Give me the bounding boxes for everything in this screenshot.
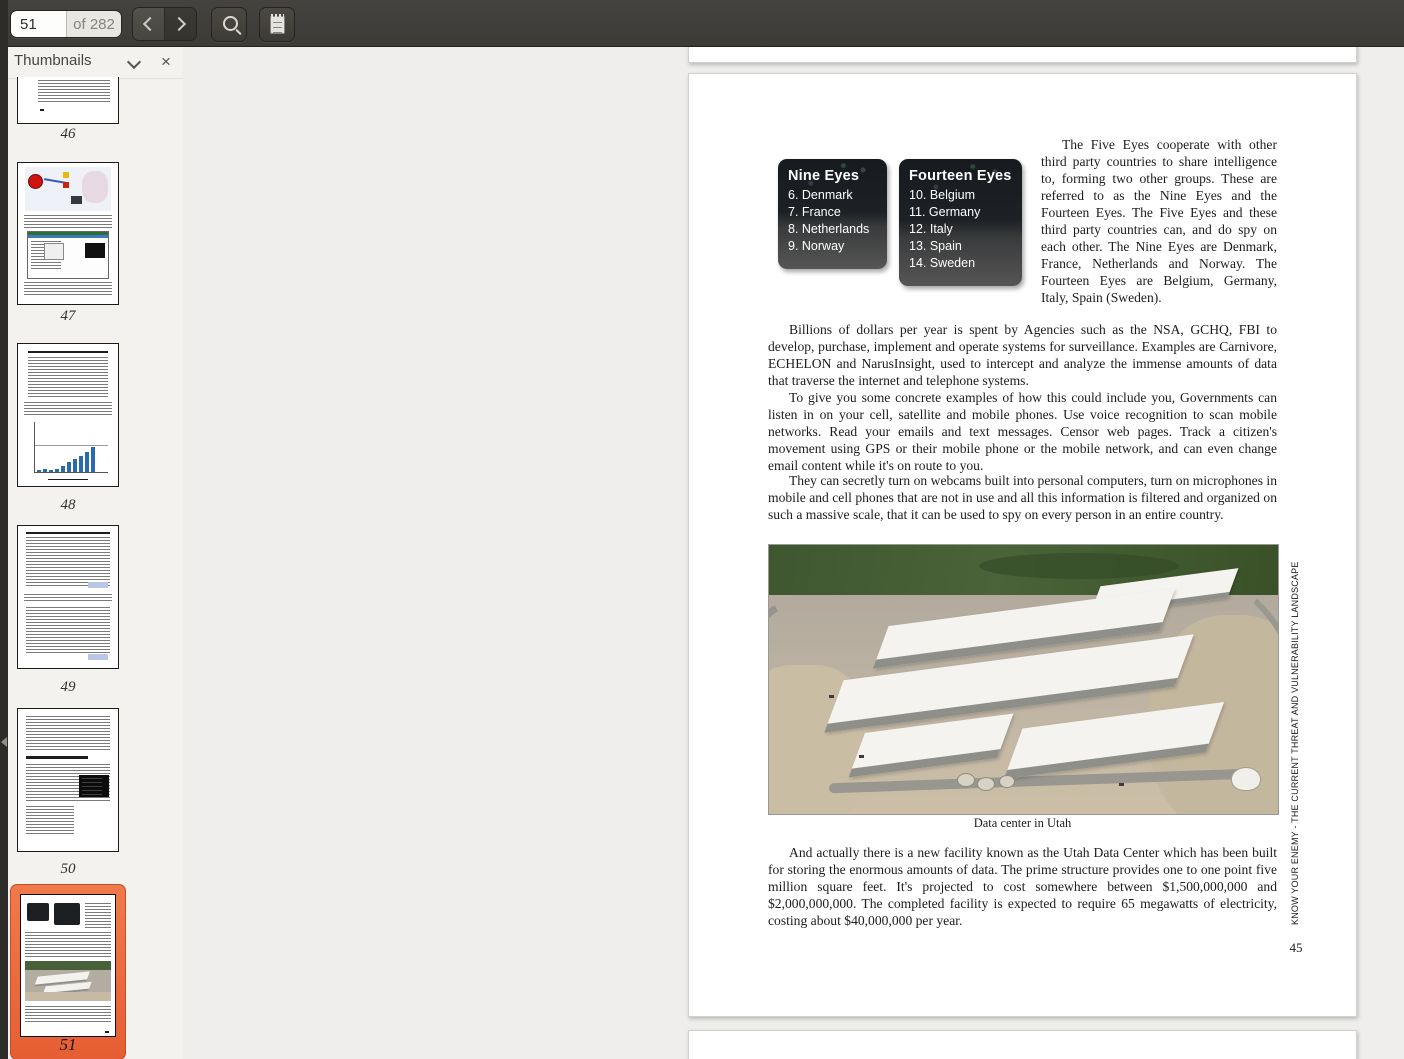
page-46-top xyxy=(688,1030,1357,1059)
chevron-left-icon xyxy=(143,17,157,31)
search-button[interactable] xyxy=(211,7,247,42)
paragraph-examples: To give you some concrete examples of how this could include you, Governments can listen in on your cell, satellite and mobile phones. Use voice recognition to scan mobile networks. Read your emails and text messages. Censor web pages. Track a citizen's movement using GPS or their mobile phone or the mobile network, and can even change email content while it's on route to you. xyxy=(768,390,1277,473)
photo-caption: Data center in Utah xyxy=(973,816,1072,830)
thumbnail-page-48[interactable] xyxy=(17,343,119,487)
page-total-label: of 282 xyxy=(66,11,121,37)
sidebar-collapse-arrow[interactable] xyxy=(1,737,7,747)
paragraph-webcams: They can secretly turn on webcams built into personal computers, turn on microphones in mobile and cell phones that are not in use and all this information is filtered and organized on such a massive scale, that it can be used to spy on every person in an entire country. xyxy=(768,473,1277,522)
page-number-input[interactable] xyxy=(11,11,66,37)
thumbnail-page-51-selected[interactable] xyxy=(10,884,126,1059)
paragraph-five-eyes: The Five Eyes cooperate with other third party countries to share intelligence to, forming two other groups. These are referred to as the Nine Eyes and the Fourteen Eyes. The Five Eyes and these third party countries can, and do spy on each other. The Nine Eyes are Denmark, France, Netherlands and Norway. The Fourteen Eyes are Belgium, Germany, Italy, Spain (Sweden). xyxy=(1041,137,1277,305)
annotations-button[interactable] xyxy=(259,7,295,42)
chapter-side-text: KNOW YOUR ENEMY - THE CURRENT THREAT AND VULNERABILITY LANDSCAPE xyxy=(1290,561,1300,925)
thumbnail-page-49[interactable] xyxy=(17,525,119,669)
thumbnail-page-47[interactable] xyxy=(17,162,119,305)
search-icon xyxy=(223,16,238,31)
toolbar xyxy=(0,0,1404,47)
previous-page-button[interactable] xyxy=(133,8,165,40)
close-icon[interactable]: × xyxy=(161,52,171,71)
page-number-widget xyxy=(10,10,122,38)
utah-data-center-photo xyxy=(768,544,1279,815)
thumbnail-label: 46 xyxy=(60,126,76,142)
page-nav-group xyxy=(132,7,197,41)
fourteen-eyes-infobox: Fourteen Eyes 10. Belgium 11. Germany 12. Italy 13. Spain 14. Sweden xyxy=(899,159,1022,286)
side-pane-edge xyxy=(0,0,8,1059)
thumbnail-page-50[interactable] xyxy=(17,708,119,852)
thumbnail-label: 50 xyxy=(60,861,76,877)
thumbnail-label: 49 xyxy=(60,679,76,695)
annotations-icon xyxy=(270,16,285,34)
document-view[interactable] xyxy=(183,46,1404,1059)
thumbnail-label-selected: 51 xyxy=(59,1035,77,1054)
page-45 xyxy=(688,73,1357,1017)
thumbnail-label: 47 xyxy=(60,308,76,324)
page-number-label: 45 xyxy=(1289,940,1303,955)
thumbnail-preview xyxy=(20,894,116,1037)
sidebar-header xyxy=(8,46,183,79)
chevron-right-icon xyxy=(172,17,186,31)
paragraph-billions: Billions of dollars per year is spent by Agencies such as the NSA, GCHQ, FBI to develop, purchase, implement and operate systems for surveillance. Examples are Carnivore, ECHELON and NarusInsight, used to intercept and analyze the immense amounts of data that traverse the internet and telephone systems. xyxy=(768,322,1277,388)
thumbnails-sidebar xyxy=(8,46,183,1059)
paragraph-utah-facility: And actually there is a new facility known as the Utah Data Center which has been built for storing the enormous amounts of data. The prime structure provides one to one point five million square feet. It's projected to cost somewhere between $1,500,000,000 and $2,000,000,000. The completed facility is expected to require 65 megawatts of electricity, costing about $40,000,000 per year. xyxy=(768,845,1277,928)
thumbnail-page-46[interactable] xyxy=(17,77,119,124)
thumbnail-label: 48 xyxy=(60,497,76,513)
nine-eyes-title: Nine Eyes xyxy=(788,168,860,184)
fourteen-eyes-title: Fourteen Eyes xyxy=(909,168,1012,184)
chevron-down-icon[interactable] xyxy=(127,55,141,69)
next-page-button[interactable] xyxy=(165,8,196,40)
sidebar-title[interactable]: Thumbnails xyxy=(14,52,92,69)
nine-eyes-infobox: Nine Eyes 6. Denmark 7. France 8. Netherlands 9. Norway xyxy=(778,159,887,269)
